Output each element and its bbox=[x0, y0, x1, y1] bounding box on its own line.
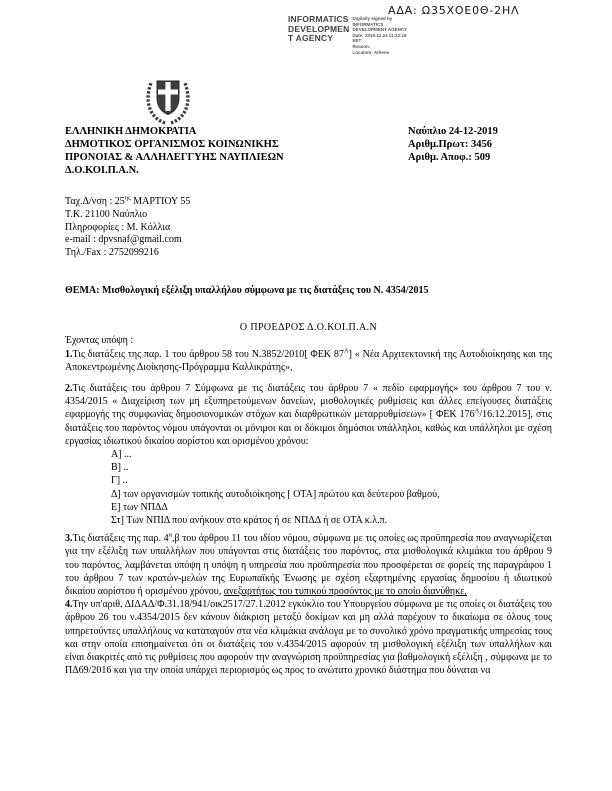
protocol-number: Αριθμ.Πρωτ: 3456 bbox=[408, 139, 492, 150]
org-line: ΔΗΜΟΤΙΚΟΣ ΟΡΓΑΝΙΣΜΟΣ ΚΟΙΝΩΝΙΚΗΣ bbox=[65, 139, 279, 150]
subject-line: ΘΕΜΑ: Μισθολογική εξέλιξη υπαλλήλου σύμφωνα με τις διατάξεις του Ν. 4354/2015 bbox=[65, 285, 429, 296]
paragraph-number: 4. bbox=[65, 599, 73, 611]
underlined-clause: ανεξαρτήτως του τυπικού προσόντος με το οποίο διανύθηκε, bbox=[223, 586, 467, 598]
phone-fax: Τηλ./Fax : 2752099216 bbox=[65, 247, 159, 259]
hellenic-coat-of-arms-icon bbox=[142, 72, 194, 131]
paragraph-number: 1. bbox=[65, 348, 73, 360]
postal-code: Τ.Κ. 21100 Ναύπλιο bbox=[65, 208, 148, 220]
postal-address: Ταχ.Δ/νση : $25^{\eta\varsigma}$ ΜΑΡΤΙΟΥ 55 bbox=[65, 194, 191, 207]
signature-agency-name: INFORMATICS DEVELOPMEN T AGENCY bbox=[288, 14, 350, 43]
list-item: Στ] Των ΝΠΙΔ που ανήκουν στο κράτος ή σε ΝΠΔΔ ή σε ΟΤΑ κ.λ.π. bbox=[111, 515, 388, 527]
paragraph-4: 4.Την υπ'αριθ. ΔΙΔΑΔ/Φ.31.18/941/οικ2517/27.1.2012 εγκύκλιο του Υπουργείου σύμφωνα με τις οποίες οι διατάξεις του άρθρου 26 του ν.4354/2015 δεν κάνουν διάκριση μεταξύ δοκίμων και μη αλλά παρέχουν το δικαίωμα σε όλους τους υπηρετούντες υπαλλήλους να καταταγούν στα νέα κλιμάκια ανάλογα με το συνολικό χρόνο πραγματικής υπηρεσίας τους και στην οποία επισημαίνεται ότι οι διατάξεις του ν.4354/2015 αφορούν τη μισθολογική εξέλιξη των υπαλλήλων και είναι διακριτές από τις ρυθμίσεις που αφορούν την αναγνώριση προϋπηρεσίας για βαθμολογική εξέλιξη , σύμφωνα με το ΠΔ69/2016 και για την οποία υπάρχει περιορισμός ως προς το ανώτατο χρονικό διάστημα που δύναται να bbox=[65, 599, 552, 677]
org-line: Δ.Ο.ΚΟΙ.Π.Α.Ν. bbox=[65, 165, 139, 176]
place-date: Ναύπλιο 24-12-2019 bbox=[408, 126, 498, 137]
list-item: Ε] των ΝΠΔΔ bbox=[111, 501, 168, 513]
org-line: ΕΛΛΗΝΙΚΗ ΔΗΜΟΚΡΑΤΙΑ bbox=[65, 126, 197, 137]
having-regard-line: Έχοντας υπόψη : bbox=[65, 335, 134, 347]
issuer-heading: Ο ΠΡΟΕΔΡΟΣ Δ.Ο.ΚΟΙ.Π.Α.Ν bbox=[239, 322, 378, 334]
organization-header bbox=[65, 125, 284, 177]
list-item: Γ] .. bbox=[111, 475, 128, 487]
document-body bbox=[65, 284, 552, 677]
signature-details: Digitally signed by INFORMATICS DEVELOPMENT AGENCY Date: 2019.12.24 11:22:18 EET Reason: Location: Athens bbox=[352, 16, 408, 55]
decision-number: Αριθμ. Αποφ.: 509 bbox=[408, 152, 491, 163]
email-address: e-mail : dpvsnaf@gmail.com bbox=[65, 234, 182, 246]
paragraph-3: 3.Τις διατάξεις της παρ. $4^\alpha,\beta$ του άρθρου 11 του ιδίου νόμου, σύμφωνα με τις οποίες ως προϋπηρεσία που αναγνωρίζεται για την εξέλιξη των υπαλλήλων που υπάγονται στις διατάξεις του παρόντος, στα μισθολογικά κλιμάκια του άρθρου 9 του παρόντος, λαμβάνεται υπόψη η υπόψη η υπηρεσία που προϋπηρεσία που προσφέρεται σε φορείς της παραγράφου 1 του άρθρου 7 των κρατών-μελών της Ευρωπαϊκής Ένωσης με σχέση εξαρτημένης εργασίας δημοσίου ή ιδιωτικού δικαίου αορίστου ή ορισμένου χρόνου, ανεξαρτήτως του τυπικού προσόντος με το οποίο διανύθηκε, bbox=[65, 531, 552, 598]
paragraph-number: 2. bbox=[65, 383, 73, 395]
paragraph-number: 3. bbox=[65, 533, 73, 545]
ada-code: ΑΔΑ: Ω35ΧΟΕ0Θ-2ΗΛ bbox=[388, 4, 520, 17]
entity-list bbox=[65, 448, 552, 527]
list-item: Α] ... bbox=[111, 449, 132, 461]
digital-signature-stamp bbox=[288, 15, 407, 55]
paragraph-1: 1.Τις διατάξεις της παρ. 1 του άρθρου 58 του Ν.3852/2010[ ΦΕΚ $87^A$] « Νέα Αρχιτεκτονική της Αυτοδιοίκησης και της Αποκεντρωμένης Διοίκησης-Πρόγραμμα Καλλικράτης», bbox=[65, 347, 552, 373]
org-line: ΠΡΟΝΟΙΑΣ & ΑΛΛΗΛΕΓΓΥΗΣ ΝΑΥΠΛΙΕΩΝ bbox=[65, 152, 284, 163]
protocol-block bbox=[408, 125, 498, 164]
information-contact: Πληροφορίες : Μ. Κόλλια bbox=[65, 221, 171, 233]
contact-block bbox=[65, 196, 190, 260]
list-item: Β] .. bbox=[111, 462, 129, 474]
list-item: Δ] των οργανισμών τοπικής αυτοδιοίκησης [ ΟΤΑ] πρώτου και δεύτερου βαθμού, bbox=[111, 488, 440, 500]
paragraph-2: 2.Τις διατάξεις του άρθρου 7 Σύμφωνα με τις διατάξεις του άρθρου 7 « πεδίο εφαρμογής» του άρθρου 7 του ν. 4354/2015 « Διαχείριση των μη εξυπηρετούμενων δανείων, μισθολογικές ρυθμίσεις και άλλες επείγουσες διατάξεις εφαρμογής της συμφωνίας δημοσιονομικών στόχων και διαρθρωτικών μεταρρυθμίσεων» [ ΦΕΚ $176^A/16.12.2015$], στις διατάξεις του παρόντος νόμου υπάγονται οι μόνιμοι και οι δόκιμοι δημόσιοι υπάλληλοι, καθώς και υπάλληλοι με σχέση εργασίας ιδιωτικού δικαίου αορίστου και ορισμένου χρόνου: bbox=[65, 383, 553, 447]
